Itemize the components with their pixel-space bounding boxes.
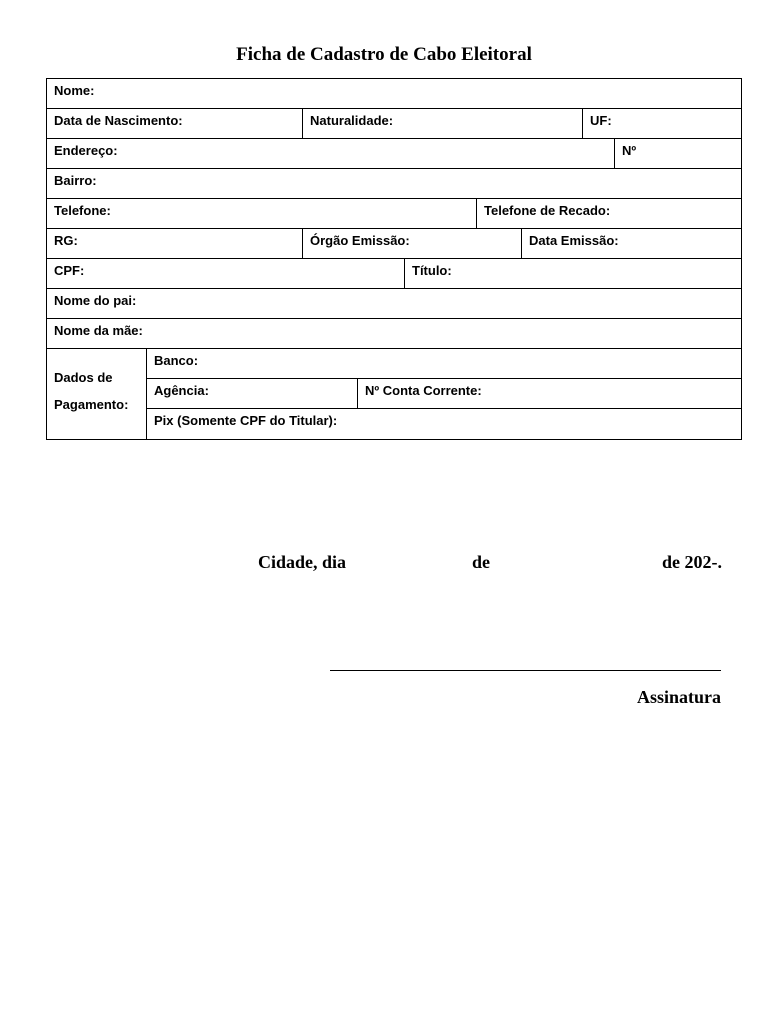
date-de-year: de 202-. (662, 552, 722, 572)
row-agencia (147, 379, 741, 409)
date-line (258, 552, 722, 576)
signature-label: Assinatura (636, 687, 721, 707)
field-data-nascimento[interactable]: Data de Nascimento: (47, 109, 303, 138)
row-pix (147, 409, 741, 439)
row-nome (47, 79, 741, 109)
field-nome-mae[interactable]: Nome da mãe: (54, 323, 143, 338)
row-banco (147, 349, 741, 379)
field-nome-pai[interactable]: Nome do pai: (54, 293, 137, 308)
field-orgao-emissao[interactable]: Órgão Emissão: (303, 229, 522, 258)
field-telefone[interactable]: Telefone: (47, 199, 477, 228)
field-telefone-recado[interactable]: Telefone de Recado: (484, 203, 611, 218)
row-nascimento (47, 109, 741, 139)
signature-line (330, 670, 721, 671)
field-bairro[interactable]: Bairro: (54, 173, 97, 188)
date-de-month: de (472, 552, 490, 572)
registration-form (46, 78, 742, 440)
field-endereco[interactable]: Endereço: (47, 139, 615, 168)
field-numero[interactable]: Nº (622, 143, 637, 158)
row-telefone (47, 199, 741, 229)
field-uf[interactable]: UF: (590, 113, 612, 128)
field-nome[interactable]: Nome: (54, 83, 95, 98)
payment-label-line2: Pagamento: (54, 397, 129, 412)
date-cidade-dia: Cidade, dia (258, 552, 347, 572)
row-endereco (47, 139, 741, 169)
row-bairro (47, 169, 741, 199)
field-pix[interactable]: Pix (Somente CPF do Titular): (154, 413, 338, 428)
field-titulo[interactable]: Título: (412, 263, 452, 278)
row-nome-mae (47, 319, 741, 349)
field-data-emissao[interactable]: Data Emissão: (529, 233, 619, 248)
row-nome-pai (47, 289, 741, 319)
form-title: Ficha de Cadastro de Cabo Eleitoral (236, 44, 532, 65)
row-rg (47, 229, 741, 259)
field-naturalidade[interactable]: Naturalidade: (303, 109, 583, 138)
field-banco[interactable]: Banco: (154, 353, 199, 368)
payment-fields (147, 349, 741, 439)
payment-label-line1: Dados de (54, 370, 113, 385)
field-conta-corrente[interactable]: Nº Conta Corrente: (365, 383, 482, 398)
payment-section (47, 349, 741, 439)
field-cpf[interactable]: CPF: (47, 259, 405, 288)
payment-label (47, 349, 147, 439)
field-rg[interactable]: RG: (47, 229, 303, 258)
field-agencia[interactable]: Agência: (147, 379, 358, 408)
row-cpf (47, 259, 741, 289)
